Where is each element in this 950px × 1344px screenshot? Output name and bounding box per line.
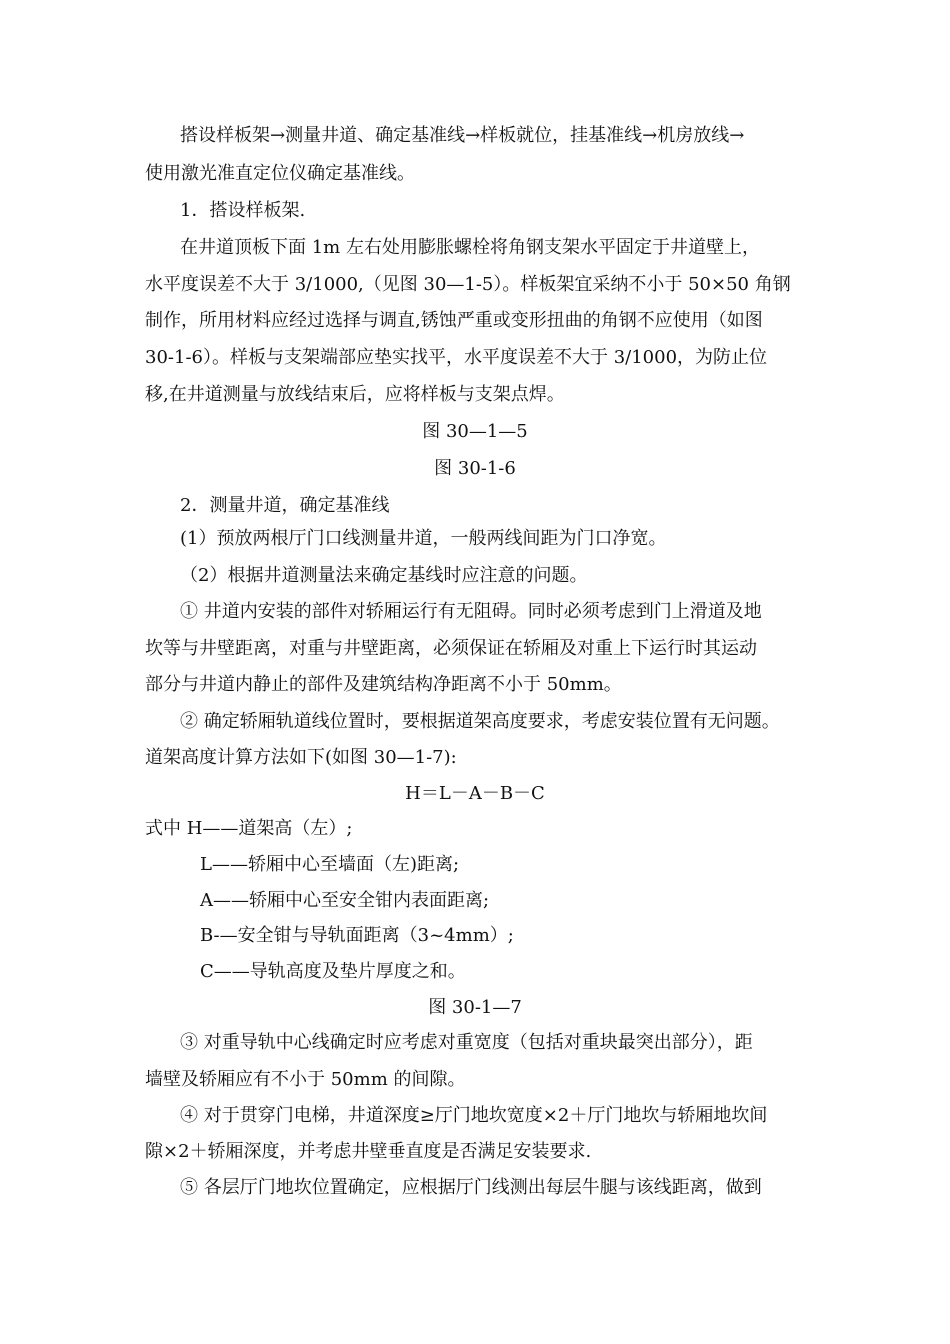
figure-caption: 图 30—1—5 — [422, 421, 528, 442]
paragraph-line: 制作，所用材料应经过选择与调直,锈蚀严重或变形扭曲的角钢不应使用（如图 — [145, 310, 763, 331]
formula-legend: 式中 H——道架高（左）; — [145, 818, 353, 839]
paragraph-line: 在井道顶板下面 1m 左右处用膨胀螺栓将角钢支架水平固定于井道壁上， — [180, 237, 760, 258]
paragraph-line: ① 井道内安装的部件对轿厢运行有无阻碍。同时必须考虑到门上滑道及地 — [180, 601, 762, 622]
paragraph-line: 使用激光准直定位仪确定基准线。 — [145, 163, 415, 184]
section-heading: 1．搭设样板架. — [180, 200, 306, 221]
figure-caption: 图 30-1-6 — [434, 458, 516, 479]
formula-legend: C——导轨高度及垫片厚度之和。 — [200, 961, 466, 982]
paragraph-line: 水平度误差不大于 3/1000,（见图 30—1-5）。样板架宜采纳不小于 50×50 角钢 — [145, 274, 791, 295]
paragraph-line: 隙×2＋轿厢深度，并考虑井壁垂直度是否满足安装要求. — [145, 1141, 592, 1162]
paragraph-line: ③ 对重导轨中心线确定时应考虑对重宽度（包括对重块最突出部分），距 — [180, 1032, 753, 1053]
paragraph-line: 搭设样板架→测量井道、确定基准线→样板就位，挂基准线→机房放线→ — [180, 125, 745, 146]
paragraph-line: ② 确定轿厢轨道线位置时，要根据道架高度要求，考虑安装位置有无问题。 — [180, 711, 780, 732]
formula: H＝L－A－B－C — [405, 783, 545, 804]
formula-legend: L——轿厢中心至墙面（左)距离; — [200, 854, 460, 875]
figure-caption: 图 30-1—7 — [428, 997, 522, 1018]
paragraph-line: (1）预放两根厅门口线测量井道，一般两线间距为门口净宽。 — [180, 528, 667, 549]
formula-legend: A——轿厢中心至安全钳内表面距离; — [200, 890, 490, 911]
paragraph-line: ⑤ 各层厅门地坎位置确定，应根据厅门线测出每层牛腿与该线距离，做到 — [180, 1177, 762, 1198]
paragraph-line: 部分与井道内静止的部件及建筑结构净距离不小于 50mm。 — [145, 674, 622, 695]
formula-legend: B-—安全钳与导轨面距离（3~4mm）; — [200, 925, 514, 946]
paragraph-line: 道架高度计算方法如下(如图 30—1-7): — [145, 747, 457, 768]
paragraph-line: 墙壁及轿厢应有不小于 50mm 的间隙。 — [145, 1069, 466, 1090]
paragraph-line: 坎等与井壁距离，对重与井壁距离，必须保证在轿厢及对重上下运行时其运动 — [145, 638, 757, 659]
section-heading: 2．测量井道，确定基准线 — [180, 495, 390, 516]
paragraph-line: 30-1-6）。样板与支架端部应垫实找平，水平度误差不大于 3/1000，为防止位 — [145, 347, 768, 368]
paragraph-line: 移,在井道测量与放线结束后，应将样板与支架点焊。 — [145, 384, 565, 405]
paragraph-line: ④ 对于贯穿门电梯，井道深度≥厅门地坎宽度×2＋厅门地坎与轿厢地坎间 — [180, 1105, 768, 1126]
paragraph-line: （2）根据井道测量法来确定基线时应注意的问题。 — [180, 565, 588, 586]
